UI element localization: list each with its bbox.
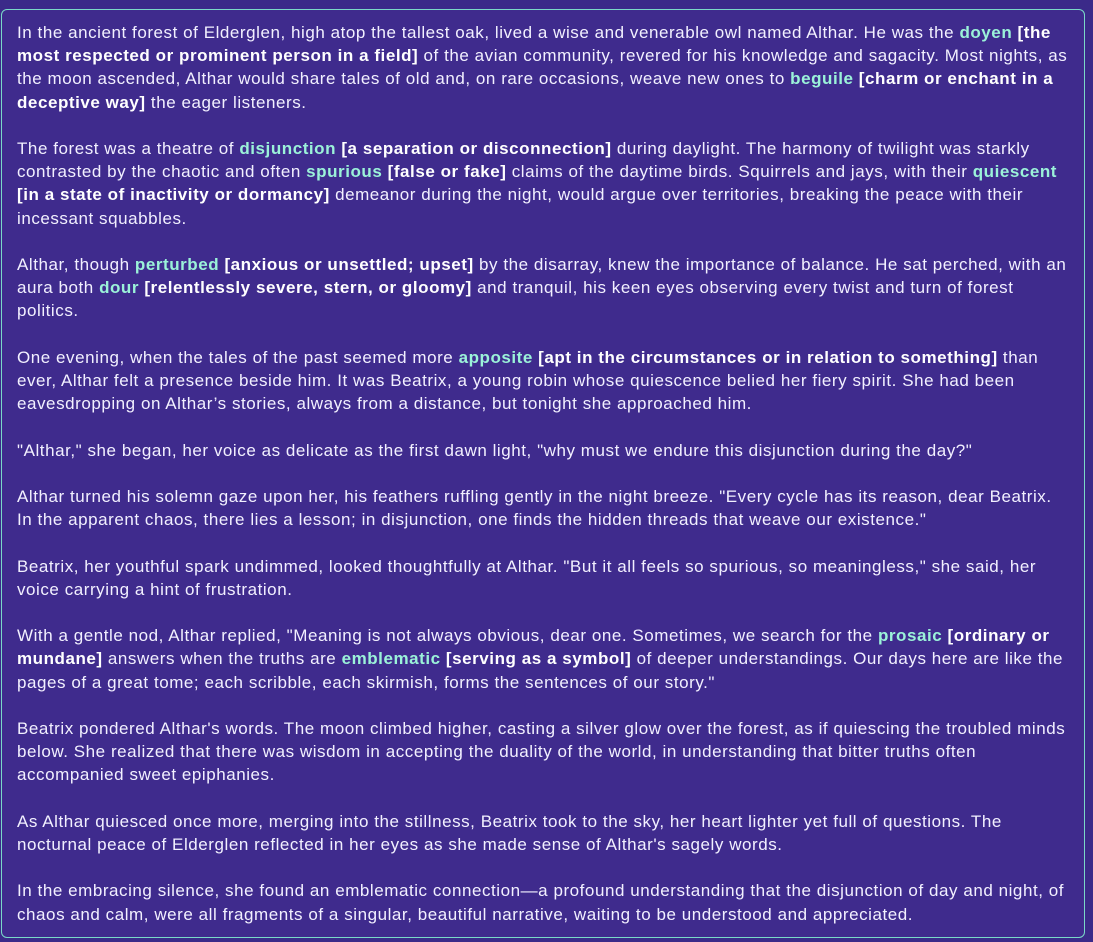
vocab-definition: [serving as a symbol] (445, 649, 632, 669)
vocab-term: disjunction (239, 139, 337, 158)
story-text-run: of deeper understandings. Our days here are like the pages of a great tome; each scribble, each skirmish, forms the sentences of our story." (17, 649, 1064, 692)
story-text-run: by the disarray, knew the importance of balance. He sat perched, with an aura both (17, 255, 1067, 298)
story-text-run: One evening, when the tales of the past seemed more (17, 347, 459, 367)
story-text-run: during daylight. The harmony of twilight was starkly contrasted by the chaotic and often (17, 139, 1030, 182)
story-paragraph (17, 346, 1069, 416)
vocab-definition: [anxious or unsettled; upset] (224, 255, 474, 274)
story-text-run: the eager listeners. (145, 92, 307, 112)
story-text-run: and tranquil, his keen eyes observing every twist and turn of forest politics. (17, 278, 1014, 321)
vocab-definition: [ordinary or mundane] (17, 626, 1050, 669)
story-text-run: demeanor during the night, would argue over territories, breaking the peace with their incessant squabbles. (17, 185, 1024, 228)
story-text-run: The forest was a theatre of (17, 139, 240, 158)
vocab-definition: [in a state of inactivity or dormancy] (17, 185, 330, 205)
vocab-term: quiescent (972, 162, 1058, 182)
story-paragraph (17, 253, 1069, 323)
vocab-definition: [charm or enchant in a deceptive way] (17, 69, 1054, 112)
story-text (17, 21, 1069, 926)
story-text-run: In the embracing silence, she found an emblematic connection—a profound understanding that the disjunction of day and night, of chaos and calm, were all fragments of a singular, beautiful narrative, waiting to be understood and appreciated. (17, 881, 1065, 924)
story-text-run: "Althar," she began, her voice as delicate as the first dawn light, "why must we endure this disjunction during the day?" (17, 440, 973, 460)
story-text-run: In the ancient forest of Elderglen, high atop the tallest oak, lived a wise and venerable owl named Althar. He was the (17, 23, 960, 42)
vocab-definition: [apt in the circumstances or in relation to something] (538, 347, 998, 367)
vocab-term: doyen (959, 23, 1013, 42)
story-text-run: of the avian community, revered for his knowledge and sagacity. Most nights, as the moon ascended, Althar would share tales of old and, on rare occasions, weave new ones to (17, 46, 1068, 89)
vocab-definition: [a separation or disconnection] (341, 139, 612, 158)
vocab-term: apposite (458, 347, 533, 367)
story-paragraph (17, 879, 1069, 925)
vocab-definition: [the most respected or prominent person in a field] (17, 23, 1051, 66)
story-paragraph (17, 137, 1069, 230)
story-text-run: As Althar quiesced once more, merging into the stillness, Beatrix took to the sky, her heart lighter yet full of questions. The nocturnal peace of Elderglen reflected in her eyes as she made sense of Althar's sagely words. (17, 811, 1002, 854)
story-text-run: Beatrix pondered Althar's words. The moon climbed higher, casting a silver glow over the forest, as if quiescing the troubled minds below. She realized that there was wisdom in accepting the duality of the world, in understanding that bitter truths often accompanied sweet epiphanies. (17, 718, 1066, 785)
story-text-run: claims of the daytime birds. Squirrels and jays, with their (506, 162, 973, 182)
story-paragraph (17, 21, 1069, 114)
vocab-term: beguile (790, 69, 854, 89)
story-paragraph (17, 485, 1069, 531)
vocab-term: dour (99, 278, 140, 298)
vocab-definition: [relentlessly severe, stern, or gloomy] (144, 278, 472, 298)
vocab-term: prosaic (877, 626, 943, 646)
story-paragraph (17, 717, 1069, 787)
vocab-term: emblematic (341, 649, 441, 669)
vocab-term: perturbed (134, 255, 220, 274)
story-text-run: answers when the truths are (102, 649, 342, 669)
vocab-definition: [false or fake] (387, 162, 507, 182)
story-text-run: than ever, Althar felt a presence beside him. It was Beatrix, a young robin whose quiescence belied her fiery spirit. She had been eavesdropping on Althar’s stories, always from a distance, but tonight she approached him. (17, 347, 1039, 414)
story-panel (1, 9, 1085, 938)
vocab-term: spurious (306, 162, 383, 182)
story-paragraph (17, 624, 1069, 694)
story-text-run: Althar, though (17, 255, 135, 274)
story-text-run: With a gentle nod, Althar replied, "Meaning is not always obvious, dear one. Sometimes, we search for the (17, 626, 878, 646)
story-text-run: Althar turned his solemn gaze upon her, his feathers ruffling gently in the night breeze. "Every cycle has its reason, dear Beatrix. In the apparent chaos, there lies a lesson; in disjunction, one finds the hidden threads that weave our existence." (17, 486, 1052, 530)
story-text-run: Beatrix, her youthful spark undimmed, looked thoughtfully at Althar. "But it all feels so spurious, so meaningless," she said, her voice carrying a hint of frustration. (17, 556, 1037, 599)
story-paragraph (17, 810, 1069, 856)
story-paragraph (17, 555, 1069, 601)
story-paragraph (17, 439, 1069, 462)
